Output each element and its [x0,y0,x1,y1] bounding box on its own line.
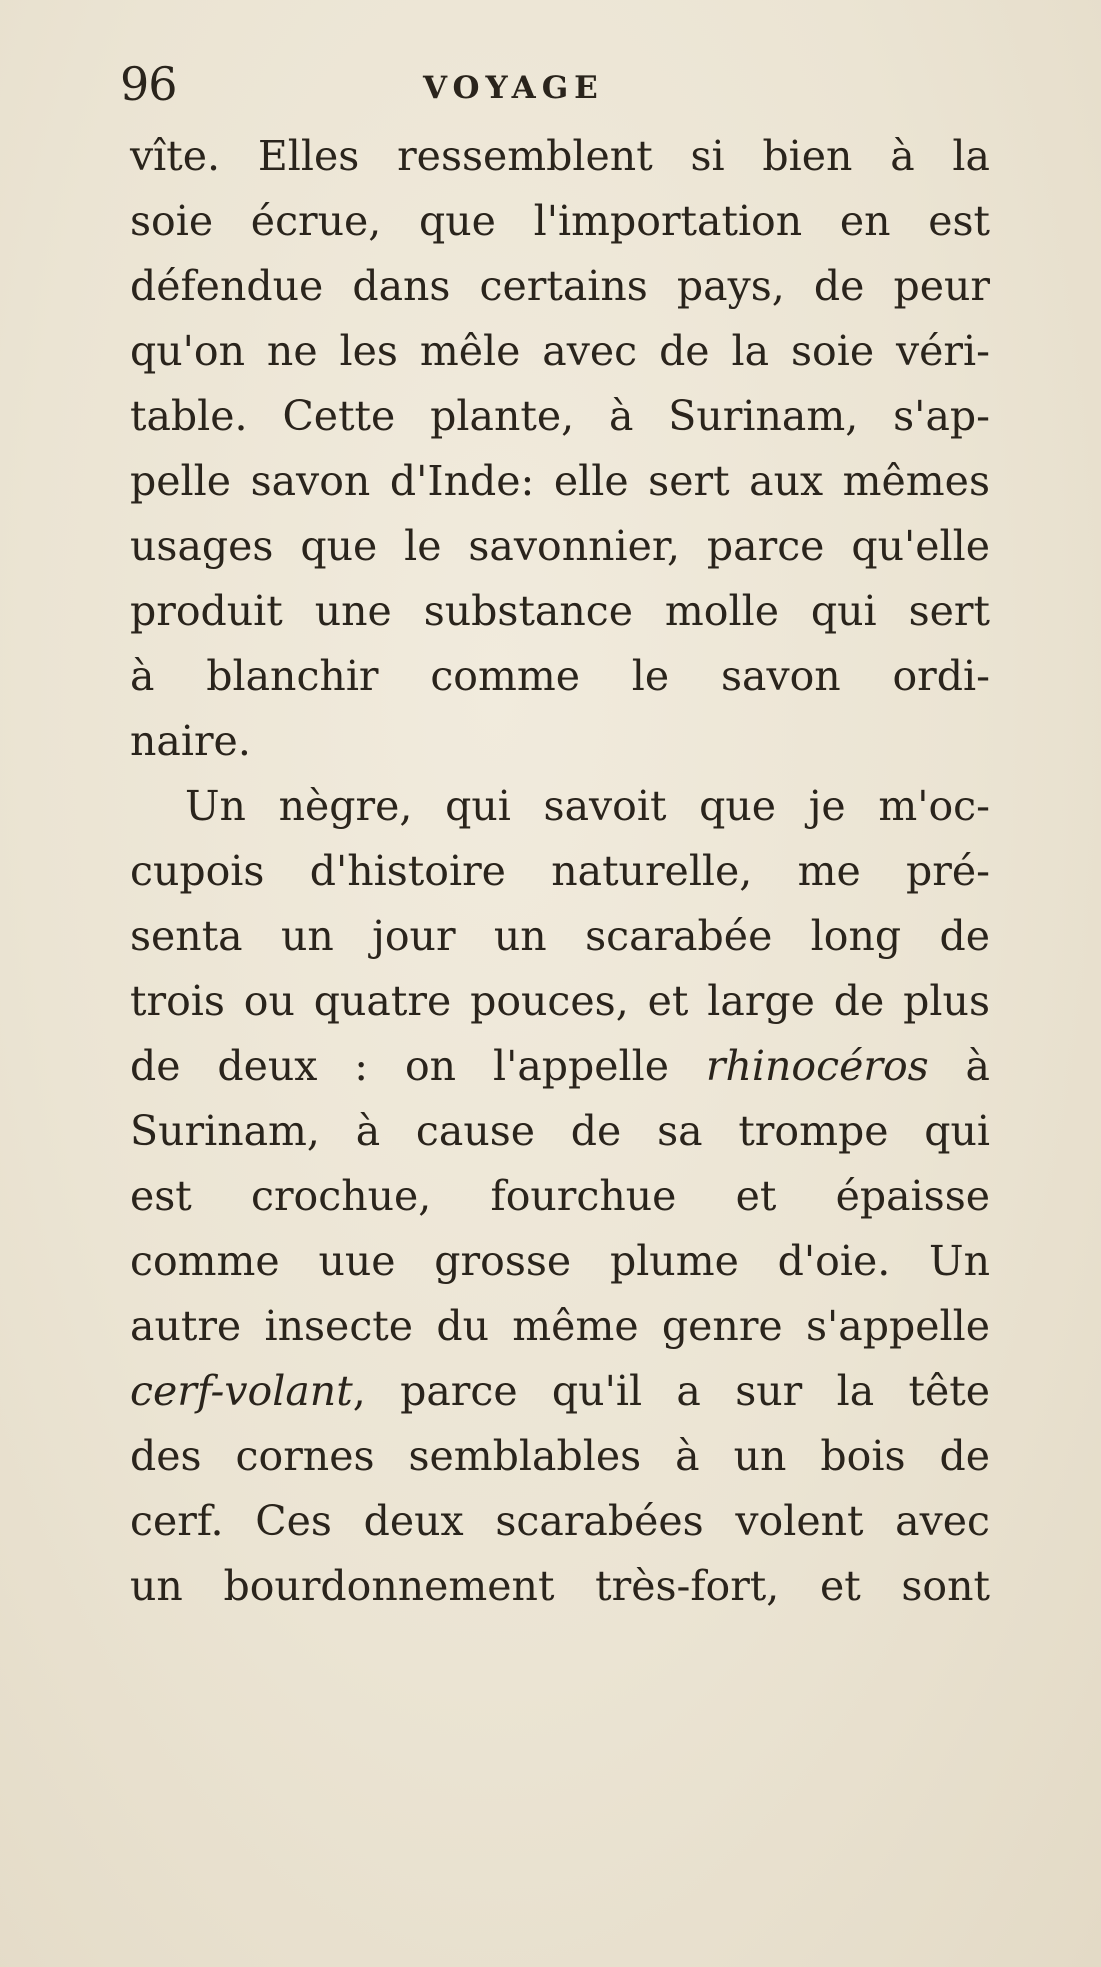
text-line: pelle savon d'Inde: elle sert aux mêmes [130,457,990,505]
text-line: trois ou quatre pouces, et large de plus [130,977,990,1025]
running-head: VOYAGE [423,70,604,106]
text-line: cerf. Ces deux scarabées volent avec [130,1497,990,1545]
text-line: soie écrue, que l'importation en est [130,197,990,245]
text-line: Surinam, à cause de sa trompe qui [130,1107,990,1155]
text-line: autre insecte du même genre s'appelle [130,1302,990,1350]
text-line: senta un jour un scarabée long de [130,912,990,960]
page-header [120,48,1000,118]
text-line: à blanchir comme le savon ordi- [130,652,990,700]
italic-term: cerf-volant [130,1367,353,1415]
text-line: naire. [130,717,251,765]
paragraph-first-line: Un nègre, qui savoit que je m'oc- [185,782,990,830]
text-line: cupois d'histoire naturelle, me pré- [130,847,990,895]
text-line: usages que le savonnier, parce qu'elle [130,522,990,570]
text-line: qu'on ne les mêle avec de la soie véri- [130,327,990,375]
text-line: des cornes semblables à un bois de [130,1432,990,1480]
text-line: produit une substance molle qui sert [130,587,990,635]
body-text [130,124,990,1619]
text-line: cerf-volant, parce qu'il a sur la tête [130,1367,990,1415]
page-number: 96 [120,57,177,111]
italic-term: rhinocéros [705,1042,929,1090]
text-line: un bourdonnement très-fort, et sont [130,1562,990,1610]
text-line: de deux : on l'appelle rhinocéros à [130,1042,990,1090]
text-line: défendue dans certains pays, de peur [130,262,990,310]
text-line: est crochue, fourchue et épaisse [130,1172,990,1220]
text-line: vîte. Elles ressemblent si bien à la [130,132,990,180]
text-line: table. Cette plante, à Surinam, s'ap- [130,392,990,440]
text-line: comme uue grosse plume d'oie. Un [130,1237,990,1285]
